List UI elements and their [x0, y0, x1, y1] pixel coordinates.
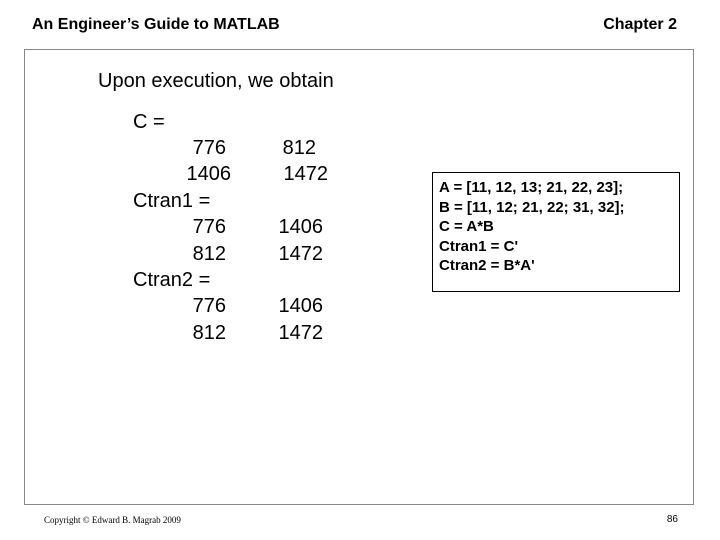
- slide-header-title: An Engineer’s Guide to MATLAB: [32, 16, 280, 33]
- matrix-ctran2-cell: 1406: [278, 295, 323, 317]
- matrix-ctran2-cell: 1472: [278, 322, 323, 344]
- slide-subtitle: Upon execution, we obtain: [98, 70, 334, 92]
- matrix-ctran1-cell: 1472: [278, 243, 323, 265]
- matrix-ctran2-label: Ctran2 =: [133, 269, 211, 291]
- matrix-c-cell: 812: [282, 137, 316, 159]
- matrix-ctran2-cell: 812: [192, 322, 226, 344]
- matrix-ctran1-cell: 1406: [278, 216, 323, 238]
- code-line: Ctran2 = B*A': [439, 257, 535, 274]
- matrix-c-label: C =: [133, 111, 165, 133]
- matlab-code-box: [432, 172, 680, 292]
- code-line: B = [11, 12; 21, 22; 31, 32];: [439, 198, 625, 216]
- page-number: 86: [666, 514, 678, 525]
- matrix-ctran2-cell: 776: [192, 295, 226, 317]
- chapter-label: Chapter 2: [603, 16, 677, 33]
- matrix-ctran1-cell: 812: [192, 243, 226, 265]
- matrix-c-cell: 1406: [186, 163, 231, 185]
- matrix-c-cell: 776: [192, 137, 226, 159]
- code-line: A = [11, 12, 13; 21, 22, 23];: [439, 179, 624, 196]
- matrix-ctran1-label: Ctran1 =: [133, 190, 211, 212]
- copyright-notice: Copyright © Edward B. Magrab 2009: [44, 515, 181, 525]
- matrix-c-cell: 1472: [283, 163, 328, 185]
- code-line: C = A*B: [439, 218, 494, 235]
- matrix-ctran1-cell: 776: [192, 216, 226, 238]
- code-line: Ctran1 = C': [439, 237, 519, 255]
